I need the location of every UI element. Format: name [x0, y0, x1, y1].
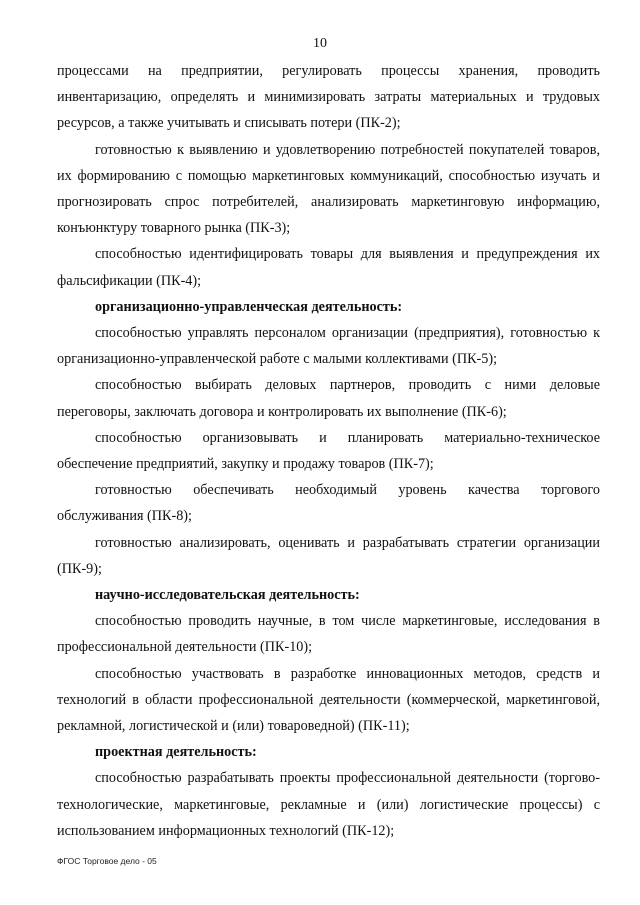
paragraph-pk7: способностью организовывать и планировать материально-техническое обеспечение предприятий, закупку и продажу товаров (ПК-7); — [57, 429, 600, 473]
section-heading-organizational: организационно-управленческая деятельность: — [95, 298, 403, 315]
document-body — [57, 58, 600, 844]
paragraph-pk11: способностью участвовать в разработке инновационных методов, средств и технологий в области профессиональной деятельности (коммерческой, маркетинговой, рекламной, логистической и (или) товароведной) (ПК-11); — [57, 665, 600, 735]
page-footer: ФГОС Торговое дело - 05 — [57, 856, 157, 866]
page-number: 10 — [313, 36, 327, 51]
paragraph-pk6: способностью выбирать деловых партнеров, проводить с ними деловые переговоры, заключать договора и контролировать их выполнение (ПК-6); — [57, 377, 600, 420]
section-heading-project: проектная деятельность: — [95, 744, 257, 761]
paragraph-pk5: способностью управлять персоналом организации (предприятия), готовностью к организационно-управленческой работе с малыми коллективами (ПК-5); — [57, 325, 600, 368]
paragraph-pk9: готовностью анализировать, оценивать и разрабатывать стратегии организации (ПК-9); — [57, 534, 600, 577]
paragraph-continuation: процессами на предприятии, регулировать процессы хранения, проводить инвентаризацию, определять и минимизировать затраты материальных и трудовых ресурсов, а также учитывать и списывать потери (ПК-2); — [57, 63, 600, 132]
paragraph-pk8: готовностью обеспечивать необходимый уровень качества торгового обслуживания (ПК-8); — [57, 482, 600, 525]
paragraph-pk4: способностью идентифицировать товары для выявления и предупреждения их фальсификации (ПК-4); — [57, 246, 600, 289]
paragraph-pk10: способностью проводить научные, в том числе маркетинговые, исследования в профессиональной деятельности (ПК-10); — [57, 613, 600, 656]
paragraph-pk12: способностью разрабатывать проекты профессиональной деятельности (торгово-технологические, маркетинговые, рекламные и (или) логистические процессы) с использованием информационных технологий (ПК-12); — [57, 770, 600, 839]
section-heading-research: научно-исследовательская деятельность: — [95, 587, 360, 604]
paragraph-pk3: готовностью к выявлению и удовлетворению потребностей покупателей товаров, их формированию с помощью маркетинговых коммуникаций, способностью изучать и прогнозировать спрос потребителей, анализировать маркетинговую информацию, конъюнктуру товарного рынка (ПК-3); — [57, 141, 600, 237]
